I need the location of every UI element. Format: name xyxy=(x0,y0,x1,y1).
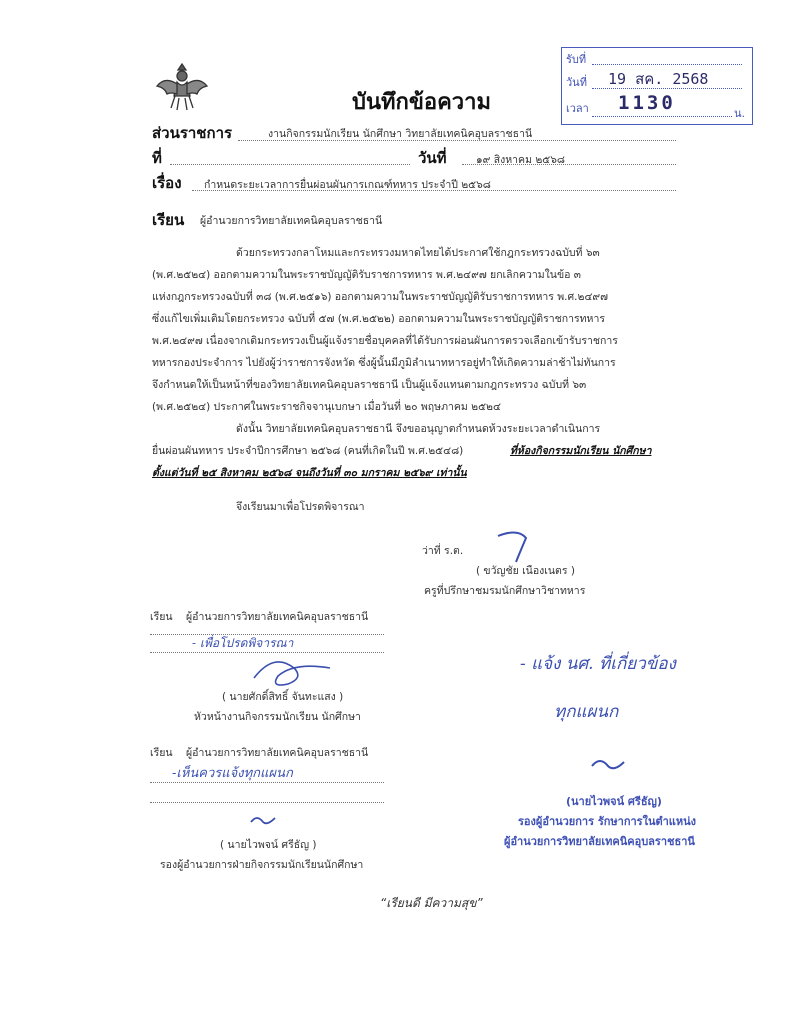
director-handwriting-2: ทุกแผนก xyxy=(554,702,619,722)
dept-label: ส่วนราชการ xyxy=(152,124,233,142)
body-line: (พ.ศ.๒๕๒๔) ประกาศในพระราชกิจจานุเบกษา เมื่อวันที่ ๒๐ พฤษภาคม ๒๕๒๔ xyxy=(152,401,501,413)
closing-line: จึงเรียนมาเพื่อโปรดพิจารณา xyxy=(236,501,365,513)
received-stamp xyxy=(561,47,753,125)
subject-label: เรื่อง xyxy=(152,174,182,192)
stamp-date-label: วันที่ xyxy=(566,76,587,89)
stamp-time-value: 1130 xyxy=(618,92,676,114)
college-motto: “เรียนดี มีความสุข” xyxy=(380,896,483,910)
comment2-signature-icon xyxy=(248,812,278,828)
memo-title: บันทึกข้อความ xyxy=(352,90,492,115)
body-line: จึงกำหนดให้เป็นหน้าที่ของวิทยาลัยเทคนิคอุบลราชธานี เป็นผู้แจ้งแทนตามกฎกระทรวง ฉบับที่ ๖๓ xyxy=(152,379,587,391)
body-line: แห่งกฎกระทรวงฉบับที่ ๓๘ (พ.ศ.๒๕๑๖) ออกตามความในพระราชบัญญัติรับราชการทหาร พ.ศ.๒๔๙๗ xyxy=(152,291,608,303)
comment1-position: หัวหน้างานกิจกรรมนักเรียน นักศึกษา xyxy=(194,711,361,723)
signer-position: ครูที่ปรึกษาชมรมนักศึกษาวิชาทหาร xyxy=(424,585,586,597)
body-line: ดังนั้น วิทยาลัยเทคนิคอุบลราชธานี จึงขออนุญาตกำหนดห้วงระยะเวลาดำเนินการ xyxy=(236,423,601,435)
body-line: พ.ศ.๒๔๙๗ เนื่องจากเดิมกระทรวงเป็นผู้แจ้งรายชื่อบุคคลที่ได้รับการผ่อนผันการตรวจเลือกเข้ารับราชการ xyxy=(152,335,618,347)
signer-prefix: ว่าที่ ร.ต. xyxy=(422,545,464,557)
director-signature-icon xyxy=(588,754,628,774)
signer-name: ( ขวัญชัย เนืองเนตร ) xyxy=(476,565,575,577)
director-position-1: รองผู้อำนวยการ รักษาการในตำแหน่ง xyxy=(518,815,697,828)
salutation-text: ผู้อำนวยการวิทยาลัยเทคนิคอุบลราชธานี xyxy=(200,215,383,227)
comment1-to: ผู้อำนวยการวิทยาลัยเทคนิคอุบลราชธานี xyxy=(186,611,369,623)
body-line: ทหารกองประจำการ ไปยังผู้ว่าราชการจังหวัด ซึ่งผู้นั้นมีภูมิลำเนาทหารอยู่ทำให้เกิดความล่าช้าไม่ทันการ xyxy=(152,357,616,369)
comment1-name: ( นายศักดิ์สิทธิ์ จันทะแสง ) xyxy=(222,691,344,703)
comment2-position: รองผู้อำนวยการฝ่ายกิจกรรมนักเรียนนักศึกษา xyxy=(160,859,364,871)
period-emphasis: ตั้งแต่วันที่ ๒๕ สิงหาคม ๒๕๖๘ จนถึงวันที่ ๓๐ มกราคม ๒๕๖๙ เท่านั้น xyxy=(152,467,467,479)
comment1-signature-icon xyxy=(248,654,338,692)
comment2-name: ( นายไวพจน์ ศรีธัญ ) xyxy=(220,839,317,851)
director-handwriting-1: - แจ้ง นศ. ที่เกี่ยวข้อง xyxy=(520,654,676,674)
location-emphasis: ที่ห้องกิจกรรมนักเรียน นักศึกษา xyxy=(510,445,652,457)
body-line: ซึ่งแก้ไขเพิ่มเติมโดยกระทรวง ฉบับที่ ๕๗ (พ.ศ.๒๕๒๒) ออกตามความในพระราชบัญญัติราชการทหาร xyxy=(152,313,606,325)
director-position-2: ผู้อำนวยการวิทยาลัยเทคนิคอุบลราชธานี xyxy=(504,835,695,848)
salutation-label: เรียน xyxy=(152,211,185,229)
comment1-handwriting: - เพื่อโปรดพิจารณา xyxy=(192,636,294,650)
stamp-time-suffix: น. xyxy=(734,107,746,120)
date-value: ๑๙ สิงหาคม ๒๕๖๘ xyxy=(476,154,565,166)
handwritten-signature-icon xyxy=(490,528,540,564)
stamp-received-label: รับที่ xyxy=(566,53,587,66)
body-line: ด้วยกระทรวงกลาโหมและกระทรวงมหาดไทยได้ประกาศใช้กฎกระทรวงฉบับที่ ๖๓ xyxy=(236,247,600,259)
stamp-time-label: เวลา xyxy=(566,102,589,115)
comment2-handwriting: -เห็นควรแจ้งทุกแผนก xyxy=(172,766,293,781)
body-line: (พ.ศ.๒๕๒๔) ออกตามความในพระราชบัญญัติรับราชการทหาร พ.ศ.๒๔๙๗ ยกเลิกความในข้อ ๓ xyxy=(152,269,581,281)
stamp-date-value: 19 สค. 2568 xyxy=(608,70,709,88)
comment2-to: ผู้อำนวยการวิทยาลัยเทคนิคอุบลราชธานี xyxy=(186,747,369,759)
director-name: (นายไวพจน์ ศรีธัญ) xyxy=(566,795,662,808)
doc-number-label: ที่ xyxy=(152,149,162,167)
comment1-label: เรียน xyxy=(150,611,173,623)
body-line: ยื่นผ่อนผันทหาร ประจำปีการศึกษา ๒๕๖๘ (คนที่เกิดในปี พ.ศ.๒๕๔๘) xyxy=(152,445,464,457)
date-label: วันที่ xyxy=(418,149,447,167)
comment2-label: เรียน xyxy=(150,747,173,759)
garuda-emblem-icon xyxy=(155,58,209,114)
subject-value: กำหนดระยะเวลาการยื่นผ่อนผันการเกณฑ์ทหาร ประจำปี ๒๕๖๘ xyxy=(204,179,491,191)
dept-value: งานกิจกรรมนักเรียน นักศึกษา วิทยาลัยเทคนิคอุบลราชธานี xyxy=(268,128,533,140)
